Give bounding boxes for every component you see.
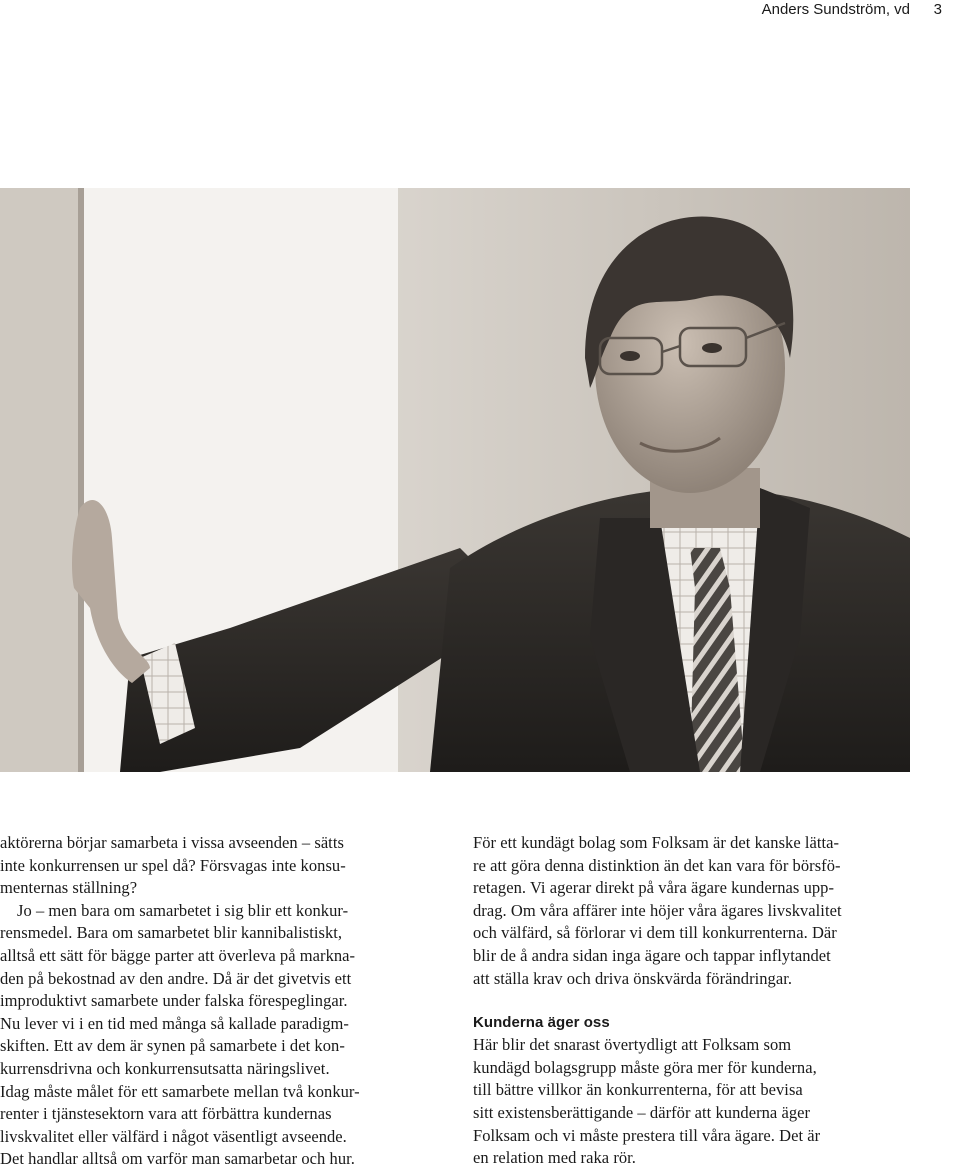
text-line: skiften. Ett av dem är synen på samarbete i det kon-: [0, 1036, 345, 1056]
text-line: den på bekostnad av den andre. Då är det givetvis ett: [0, 968, 352, 988]
text-line: blir de å andra sidan inga ägare och tappar inflytandet: [473, 945, 831, 965]
left-paragraph-1: [0, 832, 446, 900]
text-line: Nu lever vi i en tid med många så kallade paradigm-: [0, 1013, 349, 1033]
portrait-photo-icon: [0, 188, 910, 772]
text-line: rensmedel. Bara om samarbetet blir kannibalistiskt,: [0, 923, 343, 943]
right-paragraph-1: [473, 832, 921, 990]
portrait-photo: [0, 188, 910, 772]
section-subheading: Kunderna äger oss: [473, 1014, 610, 1032]
text-line: inte konkurrensen ur spel då? Försvagas inte konsu-: [0, 855, 346, 875]
text-line: renter i tjänstesektorn vara att förbättra kundernas: [0, 1104, 332, 1124]
text-line: Idag måste målet för ett samarbete mellan två konkur-: [0, 1081, 360, 1101]
left-text-column: [0, 832, 446, 1171]
text-line: kurrensdrivna och konkurrensutsatta näringslivet.: [0, 1058, 330, 1078]
text-line: drag. Om våra affärer inte höjer våra ägares livskvalitet: [473, 900, 842, 920]
text-line: till bättre villkor än konkurrenterna, för att bevisa: [473, 1080, 803, 1100]
text-line: att ställa krav och driva önskvärda förändringar.: [473, 968, 793, 988]
page-header: [0, 0, 960, 24]
text-line: aktörerna börjar samarbeta i vissa avseenden – sätts: [0, 833, 344, 852]
text-line: alltså ett sätt för bägge parter att överleva på markna-: [0, 945, 356, 965]
right-paragraph-2: [473, 1034, 921, 1170]
page-number: 3: [933, 1, 942, 18]
text-line: Jo – men bara om samarbetet i sig blir ett konkur-: [17, 900, 349, 920]
text-line: re att göra denna distinktion än det kan vara för börsfö-: [473, 855, 841, 875]
text-line: kundägd bolagsgrupp måste göra mer för kunderna,: [473, 1057, 817, 1077]
text-line: Folksam och vi måste prestera till våra ägare. Det är: [473, 1125, 821, 1145]
text-line: retagen. Vi agerar direkt på våra ägare kundernas upp-: [473, 878, 835, 898]
text-line: en relation med raka rör.: [473, 1148, 636, 1168]
right-text-column: [473, 832, 921, 1170]
left-paragraph-2: [0, 900, 446, 1171]
header-author: Anders Sundström, vd: [761, 1, 910, 18]
text-line: För ett kundägt bolag som Folksam är det kanske lätta-: [473, 833, 840, 852]
text-line: improduktivt samarbete under falska förespeglingar.: [0, 991, 348, 1011]
text-line: Här blir det snarast övertydligt att Folksam som: [473, 1035, 792, 1055]
text-line: och välfärd, så förlorar vi dem till konkurrenterna. Där: [473, 923, 837, 943]
text-line: menternas ställning?: [0, 878, 138, 898]
text-line: livskvalitet eller välfärd i något väsentligt avseende.: [0, 1126, 347, 1146]
text-line: sitt existensberättigande – därför att kunderna äger: [473, 1102, 811, 1122]
text-line: Det handlar alltså om varför man samarbetar och hur.: [0, 1149, 355, 1169]
